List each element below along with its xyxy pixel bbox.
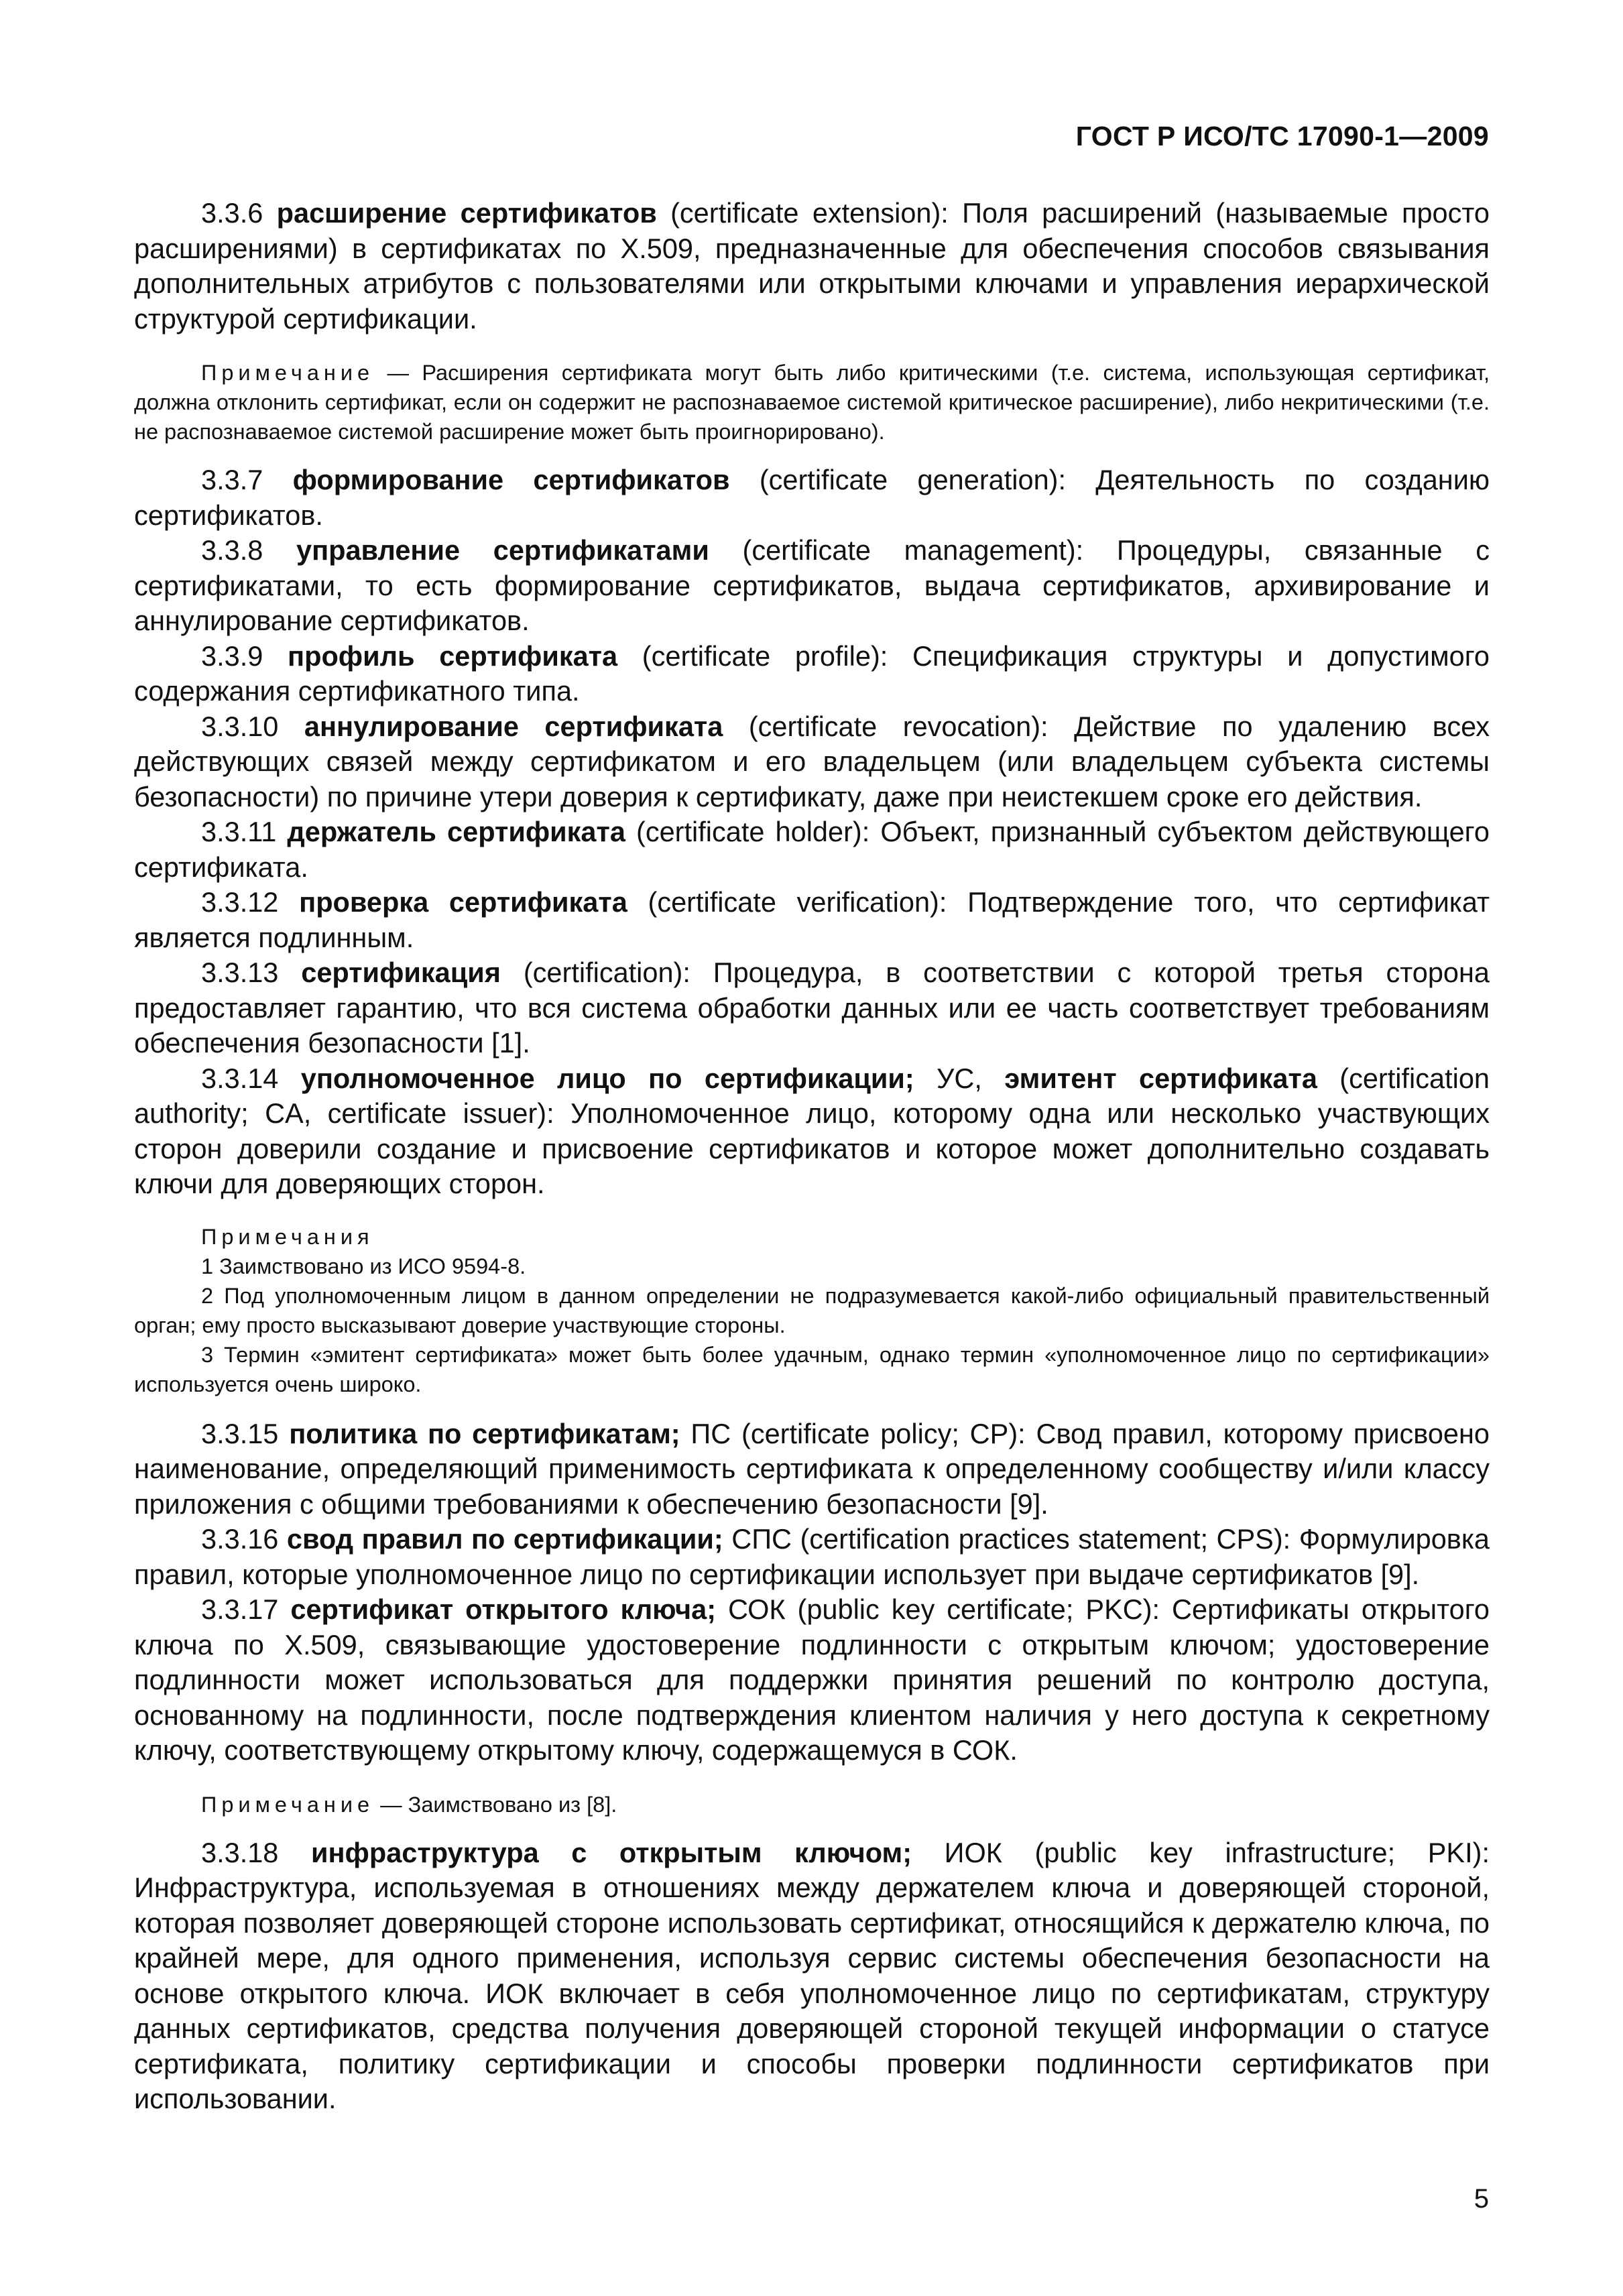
term-entry	[134, 533, 1490, 639]
term-definition: СПС (certification practices statement; CPS): Формулировка правил, которые уполномоченное лицо по сертификации использует при выдаче сертификатов [9].	[134, 1523, 1490, 1590]
term-synonym: эмитент сертификата	[1004, 1062, 1317, 1094]
term-number: 3.3.14	[201, 1062, 279, 1094]
notes-block	[134, 1222, 1490, 1399]
term-definition: ИОК (public key infrastructure; PKI): Инфраструктура, используемая в отношениях между держателем ключа и доверяющей стороной, которая позволяет доверяющей стороне использовать сертификат, относящийся к держателю ключа, по крайней мере, для одного применения, используя сервис системы обеспечения безопасности на основе открытого ключа. ИОК включает в себя уполномоченное лицо по сертификатам, структуру данных сертификатов, средства получения доверяющей стороной текущей информации о статусе сертификата, политику сертификации и способы проверки подлинности сертификатов при использовании.	[134, 1836, 1490, 2114]
term-number: 3.3.10	[201, 710, 279, 742]
term-name: сертификат открытого ключа;	[290, 1593, 717, 1625]
term-number: 3.3.15	[201, 1417, 279, 1449]
term-name: инфраструктура с открытым ключом;	[310, 1836, 912, 1868]
term-name: профиль сертификата	[288, 640, 618, 672]
term-definition: (certificate profile): Спецификация структуры и допустимого содержания сертификатного типа.	[134, 640, 1490, 707]
term-definition: (certificate extension): Поля расширений (называемые просто расширениями) в сертификатах по Х.509, предназначенные для обеспечения способов связывания дополнительных атрибутов с пользователями или открытыми ключами и управления иерархической структурой сертификации.	[134, 197, 1490, 335]
term-entry	[134, 1592, 1490, 1768]
term-name: формирование сертификатов	[292, 464, 730, 495]
term-name: политика по сертификатам;	[289, 1417, 680, 1449]
term-name: сертификация	[301, 957, 501, 988]
term-name: свод правил по сертификации;	[286, 1523, 723, 1555]
term-entry	[134, 709, 1490, 815]
note-text: — Заимствовано из [8].	[374, 1792, 617, 1817]
term-entry	[134, 955, 1490, 1061]
term-name: расширение сертификатов	[276, 197, 657, 229]
term-name: держатель сертификата	[287, 816, 625, 847]
term-definition: (certificate holder): Объект, признанный субъектом действующего сертификата.	[134, 816, 1490, 883]
term-number: 3.3.9	[201, 640, 263, 672]
term-number: 3.3.6	[201, 197, 263, 229]
notes-label: Примечания	[201, 1224, 374, 1249]
term-definition: (certification authority; CA, certificate issuer): Уполномоченное лицо, которому одна или несколько участвующих сторон доверили создание и присвоение сертификатов и которое может дополнительно создавать ключи для доверяющих сторон.	[134, 1062, 1490, 1199]
note-item: 2 Под уполномоченным лицом в данном определении не подразумевается какой-либо официальный правительственный орган; ему просто высказывают доверие участвующие стороны.	[134, 1283, 1490, 1337]
note	[134, 1790, 1490, 1819]
term-definition: СОК (public key certificate; PKC): Сертификаты открытого ключа по Х.509, связывающие удостоверение подлинности с открытым ключом; удостоверение подлинности может использоваться для поддержки принятия решений по контролю доступа, основанному на подлинности, после подтверждения клиентом наличия у него доступа к секретному ключу, соответствующему открытому ключу, содержащемуся в СОК.	[134, 1593, 1490, 1766]
document-body	[134, 196, 1490, 2117]
term-name: управление сертификатами	[296, 534, 709, 566]
note-text: — Расширения сертификата могут быть либо критическими (т.е. система, использующая сертификат, должна отклонить сертификат, если он содержит не распознаваемое системой критическое расширение), либо некритическими (т.е. не распознаваемое системой расширение может быть проигнорировано).	[134, 361, 1490, 444]
term-entry	[134, 639, 1490, 709]
term-definition: (certificate management): Процедуры, связанные с сертификатами, то есть формирование сертификатов, выдача сертификатов, архивирование и аннулирование сертификатов.	[134, 534, 1490, 636]
term-number: 3.3.18	[201, 1836, 279, 1868]
term-definition: (certification): Процедура, в соответствии с которой третья сторона предоставляет гарантию, что вся система обработки данных или ее часть соответствует требованиям обеспечения безопасности [1].	[134, 957, 1490, 1059]
term-entry	[134, 814, 1490, 885]
term-number: 3.3.17	[201, 1593, 279, 1625]
term-number: 3.3.13	[201, 957, 279, 988]
note	[134, 358, 1490, 446]
term-definition: ПС (certificate policy; CP): Свод правил, которому присвоено наименование, определяющий применимость сертификата к определенному сообществу и/или классу приложения с общими требованиями к обеспечению безопасности [9].	[134, 1417, 1490, 1520]
term-abbreviation: УС,	[914, 1062, 1005, 1094]
term-number: 3.3.8	[201, 534, 263, 566]
term-name: проверка сертификата	[299, 886, 627, 918]
term-entry	[134, 1522, 1490, 1592]
note-item: 3 Термин «эмитент сертификата» может быть более удачным, однако термин «уполномоченное лицо по сертификации» используется очень широко.	[134, 1342, 1490, 1396]
note-item: 1 Заимствовано из ИСО 9594-8.	[201, 1254, 526, 1278]
term-entry	[134, 1416, 1490, 1522]
note-label: Примечание	[201, 361, 375, 385]
term-name: уполномоченное лицо по сертификации;	[300, 1062, 914, 1094]
term-entry	[134, 1061, 1490, 1202]
term-name: аннулирование сертификата	[304, 710, 723, 742]
term-entry	[134, 885, 1490, 955]
term-number: 3.3.12	[201, 886, 279, 918]
term-number: 3.3.16	[201, 1523, 279, 1555]
term-definition: (certificate revocation): Действие по удалению всех действующих связей между сертификатом и его владельцем (или владельцем субъекта системы безопасности) по причине утери доверия к сертификату, даже при неистекшем сроке его действия.	[134, 710, 1490, 812]
note-label: Примечание	[201, 1792, 375, 1817]
page-number: 5	[1474, 2184, 1489, 2214]
term-entry	[134, 463, 1490, 533]
term-definition: (certificate generation): Деятельность по созданию сертификатов.	[134, 464, 1490, 531]
term-number: 3.3.7	[201, 464, 263, 495]
standard-header: ГОСТ Р ИСО/ТС 17090-1—2009	[1075, 121, 1489, 152]
term-number: 3.3.11	[201, 816, 277, 847]
term-entry	[134, 1835, 1490, 2117]
term-entry	[134, 196, 1490, 337]
term-definition: (certificate verification): Подтверждение того, что сертификат является подлинным.	[134, 886, 1490, 953]
